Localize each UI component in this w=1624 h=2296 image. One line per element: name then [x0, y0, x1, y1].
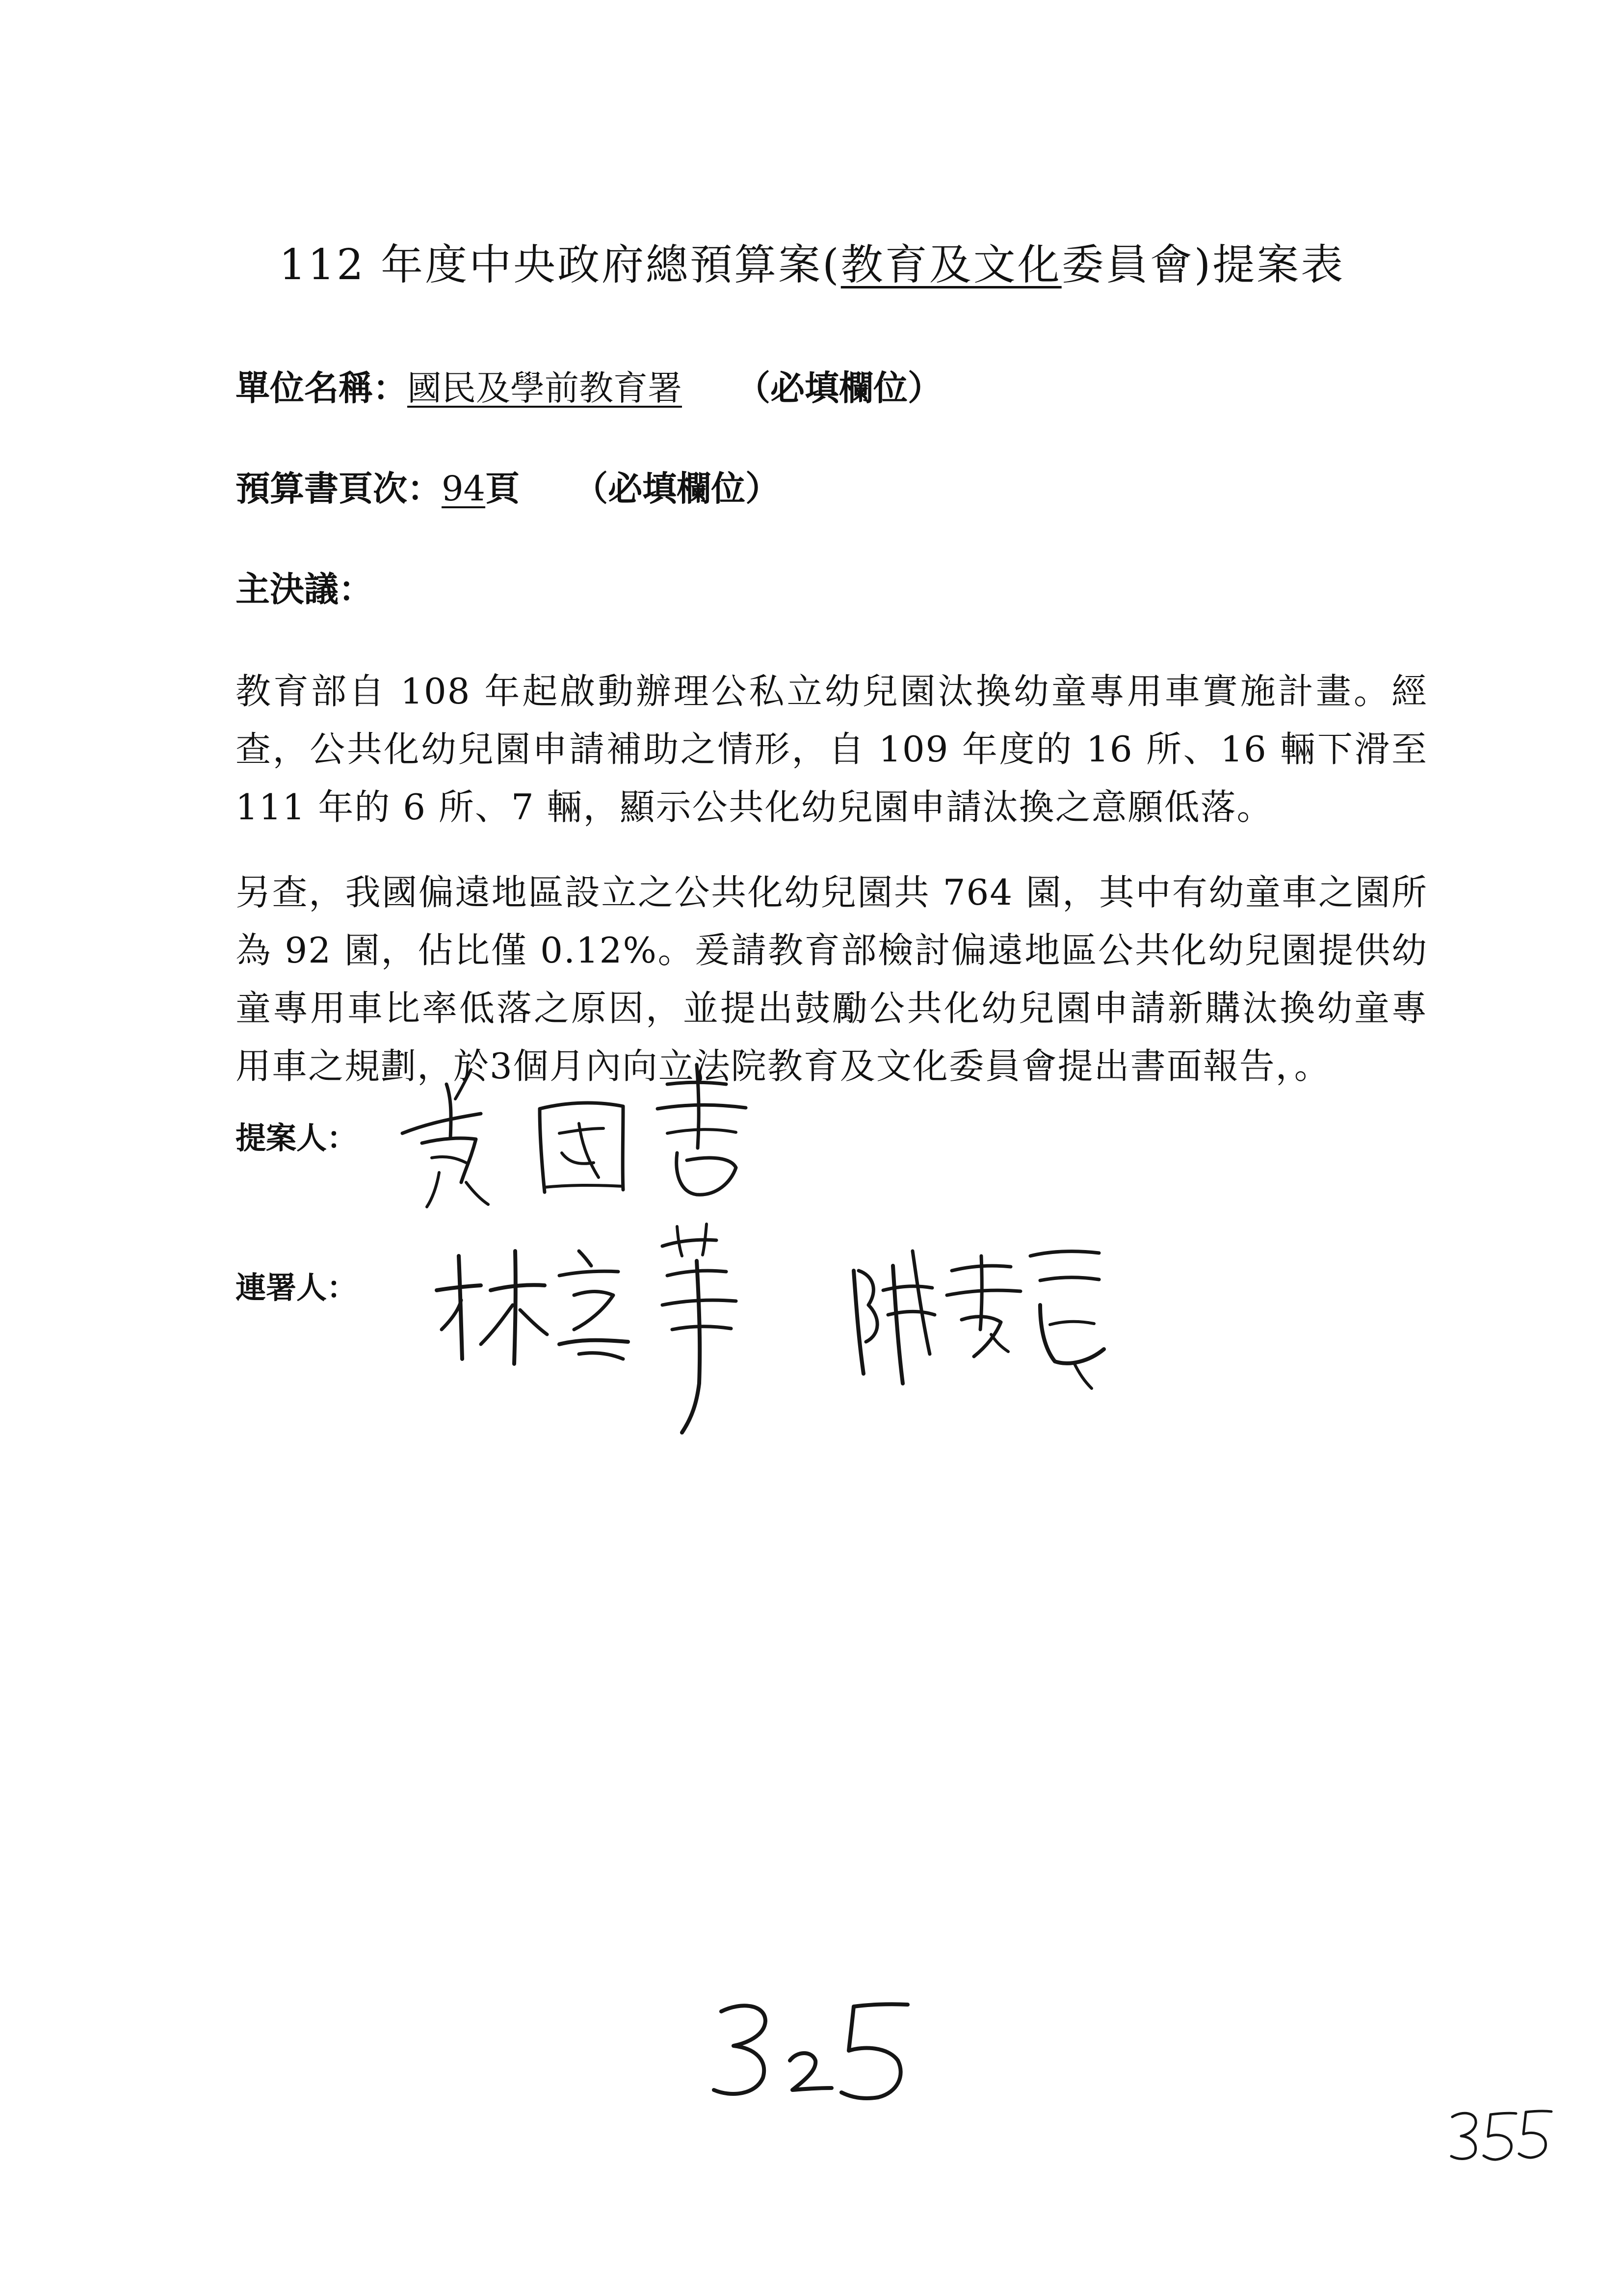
budget-page-required-note: （必填欄位） [574, 468, 780, 509]
budget-page-value: 94 [442, 469, 486, 509]
unit-name-value: 國民及學前教育署 [407, 368, 682, 408]
body-paragraph-1: 教育部自 108 年起啟動辦理公私立幼兒園汰換幼童專用車實施計畫。經查，公共化幼兒園申請補助之情形，自 109 年度的 16 所、16 輛下滑至 111 年的 6 所、7 輛，顯示公共化幼兒園申請汰換之意願低落。 [236, 671, 1428, 828]
cosigners-label: 連署人： [236, 1270, 358, 1305]
body-paragraph-2: 另查，我國偏遠地區設立之公共化幼兒園共 764 園，其中有幼童車之園所為 92 園，佔比僅 0.12%。爰請教育部檢討偏遠地區公共化幼兒園提供幼童專用車比率低落之原因，並提出鼓勵公共化幼兒園申請新購汰換幼童專用車之規劃，於3個月內向立法院教育及文化委員會提出書面報告，。 [236, 872, 1428, 1087]
unit-required-note: （必填欄位） [736, 367, 942, 408]
cosigner-signature-2 [844, 1236, 1119, 1403]
main-resolution-label-text: 主決議： [236, 569, 373, 609]
proposer-signature [393, 1055, 785, 1217]
cosigner-signature-1 [432, 1217, 785, 1442]
proposer-label: 提案人： [236, 1120, 358, 1156]
title-committee: 教育及文化 [840, 240, 1062, 289]
title-prefix: 112 年度中央政府總預算案( [279, 240, 841, 289]
unit-name-label: 單位名稱： [236, 367, 407, 408]
budget-page-row [236, 461, 780, 511]
budget-page-unit: 頁 [485, 468, 520, 509]
handwritten-page-number-355 [1447, 2105, 1555, 2164]
unit-name-row [236, 361, 942, 410]
title-suffix: 委員會)提案表 [1061, 240, 1345, 289]
handwritten-page-number-325 [707, 1992, 922, 2110]
main-resolution-label [236, 562, 373, 611]
document-title [0, 231, 1624, 291]
budget-page-label: 預算書頁次： [236, 468, 442, 509]
